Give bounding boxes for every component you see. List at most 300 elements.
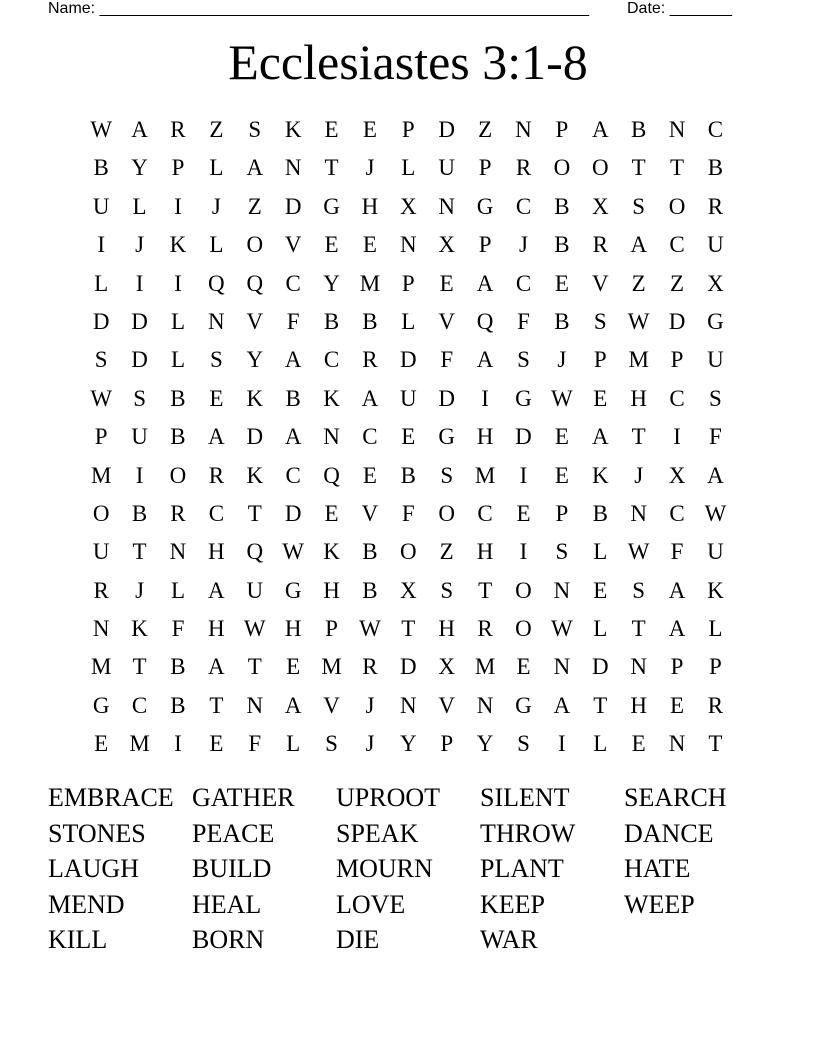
grid-letter: D [591,654,609,680]
grid-letter: Q [476,308,494,334]
grid-letter: A [361,385,379,411]
grid-letter: T [670,155,685,181]
grid-letter: R [170,117,186,142]
grid-letter: B [285,385,301,411]
grid-letter: E [286,654,301,680]
grid-letter: A [707,462,724,488]
grid-letter: D [400,347,417,373]
grid-letter: A [668,616,686,642]
grid-letter: A [208,577,225,603]
grid-letter: Q [323,462,340,488]
grid-letter: R [208,462,225,488]
grid-letter: R [707,692,724,718]
grid-letter: E [516,500,531,526]
grid-letter: H [630,385,647,411]
grid-letter: R [362,654,378,680]
grid-letter: U [707,347,724,373]
grid-letter: S [517,731,530,757]
word-list-item: MEND [48,889,125,919]
grid-letter: I [481,385,489,411]
grid-letter: S [555,539,569,565]
header [48,0,748,18]
grid-letter: I [558,731,566,757]
grid-letter: D [284,193,302,219]
grid-letter: K [131,616,148,642]
grid-letter: M [321,654,342,680]
grid-letter: L [132,193,147,219]
grid-letter: F [286,308,300,334]
grid-letter: M [474,654,496,680]
grid-letter: B [707,155,724,181]
grid-row [82,725,735,763]
grid-letter: O [668,193,686,219]
grid-letter: E [324,117,339,142]
grid-letter: E [209,385,224,411]
grid-letter: Z [247,193,262,219]
grid-letter: O [169,462,187,488]
grid-letter: K [707,577,724,603]
word-list-item: SEARCH [624,783,727,812]
word-list [48,780,768,958]
grid-letter: N [92,616,110,642]
grid-letter: T [593,692,608,718]
grid-letter: F [670,539,684,565]
grid-letter: P [709,654,722,680]
grid-letter: L [170,308,185,334]
grid-letter: N [246,692,264,718]
grid-row [82,687,735,725]
grid-letter: R [93,577,109,603]
grid-letter: U [707,539,724,565]
word-list-item: HATE [624,854,691,884]
grid-letter: B [554,308,570,334]
grid-letter: E [670,692,685,718]
grid-letter: V [591,270,609,296]
grid-row [82,418,735,456]
grid-letter: U [707,232,724,258]
grid-letter: V [361,500,379,526]
grid-letter: R [707,193,724,219]
grid-letter: I [97,232,106,258]
grid-letter: W [551,616,573,642]
word-list-item: DANCE [624,818,714,848]
grid-letter: J [557,347,567,373]
grid-letter: N [284,155,302,181]
grid-letter: K [246,462,264,488]
grid-letter: H [438,616,456,642]
grid-letter: T [401,616,416,642]
grid-letter: N [668,117,686,142]
grid-letter: E [554,270,569,296]
grid-letter: C [669,500,685,526]
grid-letter: T [132,654,147,680]
grid-letter: X [668,462,686,488]
grid-letter: A [246,155,264,181]
grid-letter: P [555,117,569,142]
grid-letter: R [170,500,186,526]
grid-letter: N [630,654,647,680]
grid-letter: A [208,424,225,450]
grid-letter: T [631,424,646,450]
grid-letter: N [323,424,340,450]
grid-letter: K [169,232,187,258]
grid-letter: D [515,424,532,450]
grid-letter: G [92,692,110,718]
grid-row [82,457,735,495]
grid-letter: E [593,385,608,411]
grid-letter: B [630,117,647,142]
grid-letter: C [362,424,378,450]
grid-letter: L [401,155,416,181]
grid-letter: W [282,539,304,565]
grid-letter: P [670,347,684,373]
grid-letter: S [440,577,454,603]
grid-letter: A [553,692,571,718]
grid-row [82,495,735,533]
word-list-item: PLANT [480,854,564,884]
grid-letter: O [246,232,264,258]
grid-row [82,111,735,149]
grid-letter: L [170,347,185,373]
grid-letter: J [135,232,145,258]
grid-row [82,149,735,187]
grid-letter: R [477,616,493,642]
grid-letter: V [284,232,302,258]
grid-letter: X [438,232,456,258]
grid-letter: A [668,577,686,603]
grid-letter: U [438,155,456,181]
grid-letter: A [476,270,494,296]
grid-letter: U [92,539,110,565]
grid-letter: M [474,462,496,488]
grid-letter: K [591,462,609,488]
grid-letter: Y [246,347,264,373]
word-list-item: KEEP [480,889,545,919]
grid-letter: L [209,155,224,181]
word-list-item: PEACE [192,818,275,848]
grid-letter: A [208,654,225,680]
grid-letter: W [704,500,727,526]
grid-letter: L [708,616,723,642]
grid-letter: A [284,347,302,373]
grid-letter: S [709,385,722,411]
grid-letter: N [553,654,571,680]
grid-letter: R [592,232,608,258]
grid-letter: B [170,385,186,411]
grid-letter: J [365,155,375,181]
word-list-item: BORN [192,925,265,955]
grid-letter: Z [439,539,454,565]
grid-letter: C [131,692,148,718]
grid-letter: Z [209,117,224,142]
grid-letter: H [476,539,494,565]
grid-letter: S [632,193,646,219]
grid-letter: F [171,616,185,642]
grid-letter: A [591,117,609,142]
grid-letter: O [553,155,571,181]
word-list-item: KILL [48,925,108,955]
grid-letter: D [131,308,148,334]
page-title: Ecclesiastes 3:1-8 [228,34,588,90]
grid-letter: N [208,308,225,334]
word-list-item: THROW [480,818,576,848]
grid-letter: D [400,654,417,680]
grid-letter: P [401,117,415,142]
word-list-item: EMBRACE [48,783,174,812]
grid-letter: U [92,193,110,219]
grid-letter: Z [670,270,685,296]
grid-letter: N [668,731,686,757]
grid-letter: T [478,577,493,603]
word-list-item: BUILD [192,854,272,884]
grid-letter: B [323,308,340,334]
grid-letter: N [400,692,417,718]
grid-letter: B [554,232,570,258]
word-list-item: WAR [480,925,538,955]
grid-letter: I [174,193,182,219]
grid-letter: I [673,424,681,450]
grid-row [82,648,735,686]
grid-letter: B [554,193,570,219]
grid-letter: R [362,347,378,373]
grid-letter: P [171,155,185,181]
grid-letter: A [131,117,148,142]
grid-letter: X [400,577,417,603]
grid-letter: N [169,539,187,565]
grid-letter: T [132,539,147,565]
grid-letter: X [400,193,417,219]
grid-letter: N [630,500,647,526]
grid-letter: W [359,616,381,642]
grid-letter: X [707,270,724,296]
grid-letter: W [90,117,113,142]
grid-letter: R [515,155,532,181]
grid-letter: H [208,616,225,642]
word-list-item: GATHER [192,783,295,812]
grid-letter: W [90,385,113,411]
grid-letter: C [669,232,685,258]
grid-letter: E [324,500,339,526]
grid-letter: C [323,347,340,373]
grid-letter: L [401,308,416,334]
grid-letter: D [438,117,456,142]
grid-letter: S [325,731,338,757]
grid-letter: E [209,731,224,757]
grid-letter: G [323,193,340,219]
grid-letter: L [209,232,224,258]
grid-letter: C [515,193,532,219]
grid-letter: B [592,500,608,526]
grid-letter: T [631,616,646,642]
grid-letter: V [438,308,456,334]
grid-row [82,341,735,379]
grid-letter: C [477,500,493,526]
grid-letter: O [438,500,456,526]
grid-letter: I [135,270,144,296]
grid-letter: O [515,616,532,642]
grid-letter: P [440,731,454,757]
grid-letter: Q [246,539,264,565]
grid-letter: G [515,692,532,718]
grid-letter: P [555,500,569,526]
grid-letter: P [401,270,415,296]
word-list-item: LOVE [336,889,406,919]
grid-letter: E [362,117,377,142]
grid-letter: O [92,500,110,526]
grid-letter: C [285,462,301,488]
grid-letter: N [400,232,417,258]
grid-letter: A [476,347,494,373]
grid-letter: H [208,539,225,565]
grid-letter: E [516,654,531,680]
grid-letter: N [438,193,456,219]
grid-letter: F [248,731,262,757]
grid-letter: B [170,692,186,718]
grid-letter: S [440,462,454,488]
date-field-label: Date: _______ [627,0,732,17]
grid-letter: P [478,155,492,181]
grid-letter: M [628,347,649,373]
grid-letter: W [627,308,650,334]
word-list-item: WEEP [624,889,695,919]
grid-letter: T [708,731,723,757]
grid-letter: H [323,577,340,603]
grid-letter: K [284,117,302,142]
grid-letter: T [209,692,224,718]
grid-letter: E [324,232,339,258]
grid-letter: D [246,424,264,450]
grid-letter: J [365,692,375,718]
grid-letter: L [593,731,608,757]
grid-letter: X [591,193,609,219]
grid-letter: D [131,347,148,373]
grid-letter: D [668,308,686,334]
grid-letter: P [325,616,338,642]
word-list-item: LAUGH [48,854,139,884]
grid-letter: L [593,616,608,642]
grid-letter: E [362,462,377,488]
grid-letter: N [515,117,532,142]
grid-letter: T [247,654,262,680]
grid-letter: O [400,539,417,565]
grid-letter: F [517,308,530,334]
grid-letter: C [515,270,532,296]
grid-letter: F [440,347,454,373]
grid-letter: L [94,270,109,296]
grid-letter: T [324,155,339,181]
grid-letter: U [246,577,264,603]
grid-letter: I [174,270,182,296]
grid-letter: C [669,385,685,411]
grid-letter: A [591,424,609,450]
grid-letter: F [709,424,722,450]
letter-grid [82,111,735,764]
grid-letter: Z [478,117,493,142]
grid-letter: K [323,385,340,411]
grid-letter: E [631,731,646,757]
grid-letter: F [401,500,415,526]
grid-letter: O [515,577,532,603]
grid-letter: X [438,654,456,680]
grid-letter: G [438,424,456,450]
grid-letter: P [478,232,492,258]
grid-letter: B [362,539,378,565]
grid-letter: B [170,424,186,450]
grid-row [82,303,735,341]
grid-letter: P [94,424,108,450]
grid-letter: B [400,462,416,488]
grid-letter: J [634,462,644,488]
grid-letter: L [593,539,608,565]
grid-letter: B [93,155,109,181]
grid-letter: H [361,193,379,219]
grid-letter: Q [208,270,225,296]
grid-letter: A [630,232,647,258]
grid-letter: A [284,424,302,450]
word-list-item: HEAL [192,889,262,919]
grid-letter: I [135,462,144,488]
grid-letter: N [553,577,571,603]
grid-letter: E [94,731,109,757]
grid-letter: M [359,270,381,296]
grid-row [82,188,735,226]
name-field-label: Name: _______________________________________________________ [48,0,589,17]
grid-letter: L [286,731,301,757]
grid-letter: D [284,500,302,526]
grid-letter: I [519,539,528,565]
grid-letter: B [362,308,378,334]
grid-letter: D [438,385,456,411]
grid-letter: Y [476,731,494,757]
grid-letter: I [519,462,528,488]
grid-letter: H [284,616,302,642]
grid-letter: I [174,731,182,757]
grid-letter: B [131,500,148,526]
grid-letter: L [170,577,185,603]
grid-letter: G [476,193,494,219]
grid-letter: M [129,731,150,757]
grid-letter: J [365,731,375,757]
word-list-item: SPEAK [336,818,419,848]
grid-letter: K [323,539,340,565]
grid-letter: W [627,539,650,565]
grid-letter: P [670,654,684,680]
grid-letter: H [476,424,494,450]
grid-letter: S [593,308,607,334]
grid-letter: E [554,424,569,450]
grid-letter: C [208,500,225,526]
grid-letter: V [323,692,340,718]
grid-letter: C [707,117,724,142]
grid-letter: E [401,424,416,450]
grid-letter: G [707,308,724,334]
grid-letter: Z [631,270,646,296]
grid-letter: M [90,462,112,488]
grid-letter: C [285,270,301,296]
grid-letter: E [593,577,608,603]
grid-letter: S [632,577,646,603]
grid-letter: T [631,155,646,181]
grid-letter: A [284,692,302,718]
grid-row [82,610,735,648]
grid-row [82,226,735,264]
grid-letter: S [248,117,262,142]
word-list-item: MOURN [336,854,433,884]
grid-letter: E [439,270,454,296]
grid-letter: P [593,347,607,373]
grid-letter: N [476,692,494,718]
grid-letter: S [517,347,530,373]
